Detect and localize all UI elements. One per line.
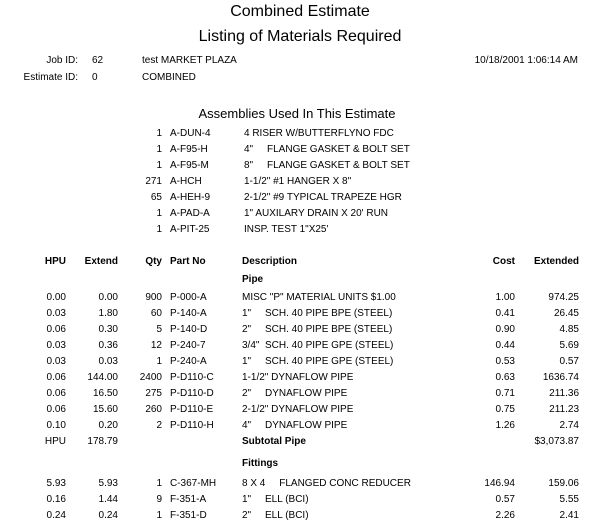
cell-description: 4" DYNAFLOW PIPE [242,420,348,431]
table-row [0,290,600,306]
cell-extended: 211.36 [549,388,579,399]
table-row [0,418,600,434]
cell-extended: 2.41 [559,510,579,521]
table-row [0,338,600,354]
cell-description: 3/4" SCH. 40 PIPE GPE (STEEL) [242,340,394,351]
cell-description: 1" SCH. 40 PIPE GPE (STEEL) [242,356,394,367]
assemblies-title: Assemblies Used In This Estimate [198,106,396,121]
assembly-qty: 1 [156,128,162,139]
cell-hpu: 0.06 [46,388,66,399]
assembly-qty: 1 [156,224,162,235]
table-row [0,508,600,524]
cell-cost: 146.94 [484,478,515,489]
assembly-qty: 1 [156,160,162,171]
job-name: test MARKET PLAZA [142,55,237,66]
cell-extended: 1636.74 [542,372,579,383]
cell-extended: 26.45 [553,308,579,319]
cell-hpu: 0.00 [46,292,66,303]
col-extend: Extend [84,256,118,267]
cell-part-no: P-D110-D [170,388,214,399]
cell-extend: 0.03 [98,356,118,367]
col-hpu: HPU [44,256,66,267]
cell-part-no: P-D110-H [170,420,214,431]
cell-extend: 144.00 [87,372,118,383]
cell-hpu: 0.06 [46,404,66,415]
subtotal-extended: $3,073.87 [534,436,579,447]
assembly-description: 1-1/2" #1 HANGER X 8" [244,176,352,187]
cell-qty: 900 [145,292,162,303]
assembly-description: 1" AUXILARY DRAIN X 20' RUN [244,208,389,219]
col-qty: Qty [145,256,162,267]
cell-cost: 2.26 [495,510,515,521]
cell-part-no: C-367-MH [170,478,217,489]
cell-description: 2" DYNAFLOW PIPE [242,388,348,399]
cell-extend: 16.50 [92,388,118,399]
assembly-row [0,190,600,206]
subtotal-hpu-label: HPU [44,436,66,447]
assembly-description: 2-1/2" #9 TYPICAL TRAPEZE HGR [244,192,402,203]
cell-extend: 5.93 [98,478,118,489]
fittings-heading-row [0,456,600,472]
assembly-description: 4" FLANGE GASKET & BOLT SET [244,144,410,155]
assembly-row [0,142,600,158]
assembly-code: A-F95-H [170,144,208,155]
cell-description: MISC "P" MATERIAL UNITS $1.00 [242,292,396,303]
cell-extended: 5.55 [559,494,579,505]
cell-cost: 0.90 [495,324,515,335]
cell-part-no: P-140-A [170,308,207,319]
assembly-description: 8" FLANGE GASKET & BOLT SET [244,160,410,171]
cell-cost: 0.44 [495,340,515,351]
cell-qty: 1 [156,510,162,521]
cell-cost: 0.41 [495,308,515,319]
cell-cost: 0.75 [495,404,515,415]
cell-hpu: 0.24 [46,510,66,521]
cell-extend: 1.80 [98,308,118,319]
cell-extend: 0.36 [98,340,118,351]
assembly-code: A-PIT-25 [170,224,210,235]
cell-part-no: P-140-D [170,324,208,335]
pipe-subtotal-row [0,434,600,450]
col-cost: Cost [492,256,515,267]
col-extended: Extended [533,256,579,267]
fittings-heading: Fittings [242,458,279,469]
cell-cost: 0.53 [495,356,515,367]
pipe-heading: Pipe [242,274,264,285]
cell-cost: 1.26 [495,420,515,431]
cell-extend: 0.00 [98,292,118,303]
assembly-qty: 1 [156,144,162,155]
cell-description: 1-1/2" DYNAFLOW PIPE [242,372,354,383]
assembly-qty: 1 [156,208,162,219]
cell-qty: 60 [150,308,162,319]
cell-extend: 15.60 [92,404,118,415]
cell-part-no: P-000-A [170,292,207,303]
cell-part-no: F-351-D [170,510,207,521]
assembly-row [0,206,600,222]
table-row [0,306,600,322]
cell-part-no: P-240-7 [170,340,206,351]
assembly-qty: 65 [150,192,162,203]
cell-description: 1" SCH. 40 PIPE BPE (STEEL) [242,308,393,319]
cell-extended: 0.57 [559,356,579,367]
cell-qty: 5 [156,324,162,335]
table-row [0,386,600,402]
cell-extend: 0.24 [98,510,118,521]
cell-description: 2" SCH. 40 PIPE BPE (STEEL) [242,324,393,335]
cell-hpu: 0.03 [46,308,66,319]
col-part-no: Part No [170,256,206,267]
cell-description: 2" ELL (BCI) [242,510,309,521]
table-row [0,370,600,386]
cell-cost: 0.71 [495,388,515,399]
cell-extended: 5.69 [559,340,579,351]
job-id-label: Job ID: [46,55,78,66]
subtotal-label: Subtotal Pipe [242,436,306,447]
report-title: Combined Estimate [230,3,370,20]
cell-extend: 0.30 [98,324,118,335]
cell-part-no: P-240-A [170,356,207,367]
cell-hpu: 0.16 [46,494,66,505]
table-row [0,402,600,418]
cell-extended: 211.23 [549,404,579,415]
estimate-id-label: Estimate ID: [23,72,78,83]
cell-extended: 4.85 [559,324,579,335]
cell-qty: 12 [150,340,162,351]
assembly-description: INSP. TEST 1"X25' [244,224,329,235]
assembly-code: A-HEH-9 [170,192,211,203]
cell-qty: 9 [156,494,162,505]
cell-part-no: P-D110-C [170,372,214,383]
assembly-description: 4 RISER W/BUTTERFLYNO FDC [244,128,394,139]
job-id-value: 62 [92,55,104,66]
assembly-row [0,174,600,190]
assembly-qty: 271 [145,176,162,187]
cell-cost: 1.00 [495,292,515,303]
report-subtitle: Listing of Materials Required [198,28,402,45]
table-row [0,322,600,338]
cell-cost: 0.63 [495,372,515,383]
table-row [0,354,600,370]
cell-qty: 1 [156,478,162,489]
cell-hpu: 0.03 [46,340,66,351]
estimate-id-value: 0 [92,72,98,83]
cell-extended: 159.06 [548,478,579,489]
cell-extend: 0.20 [98,420,118,431]
pipe-heading-row [0,272,600,288]
assembly-code: A-HCH [170,176,202,187]
table-row [0,476,600,492]
assembly-row [0,158,600,174]
cell-qty: 2 [156,420,162,431]
col-description: Description [242,256,298,267]
cell-part-no: F-351-A [170,494,207,505]
assembly-row [0,126,600,142]
cell-qty: 275 [145,388,162,399]
cell-description: 8 X 4 FLANGED CONC REDUCER [242,478,411,489]
cell-qty: 1 [156,356,162,367]
cell-hpu: 0.03 [46,356,66,367]
cell-hpu: 0.06 [46,372,66,383]
cell-extended: 974.25 [548,292,579,303]
cell-qty: 260 [145,404,162,415]
subtotal-extend: 178.79 [87,436,118,447]
cell-part-no: P-D110-E [170,404,214,415]
cell-hpu: 0.06 [46,324,66,335]
table-row [0,492,600,508]
cell-cost: 0.57 [495,494,515,505]
assembly-row [0,222,600,238]
estimate-name: COMBINED [142,72,196,83]
assembly-code: A-DUN-4 [170,128,211,139]
assembly-code: A-PAD-A [170,208,210,219]
cell-hpu: 5.93 [46,478,66,489]
report-timestamp: 10/18/2001 1:06:14 AM [474,55,578,66]
assembly-code: A-F95-M [170,160,209,171]
cell-qty: 2400 [139,372,162,383]
cell-extend: 1.44 [98,494,118,505]
cell-description: 1" ELL (BCI) [242,494,309,505]
cell-extended: 2.74 [559,420,579,431]
cell-hpu: 0.10 [46,420,66,431]
cell-description: 2-1/2" DYNAFLOW PIPE [242,404,354,415]
column-header-row [0,254,600,270]
